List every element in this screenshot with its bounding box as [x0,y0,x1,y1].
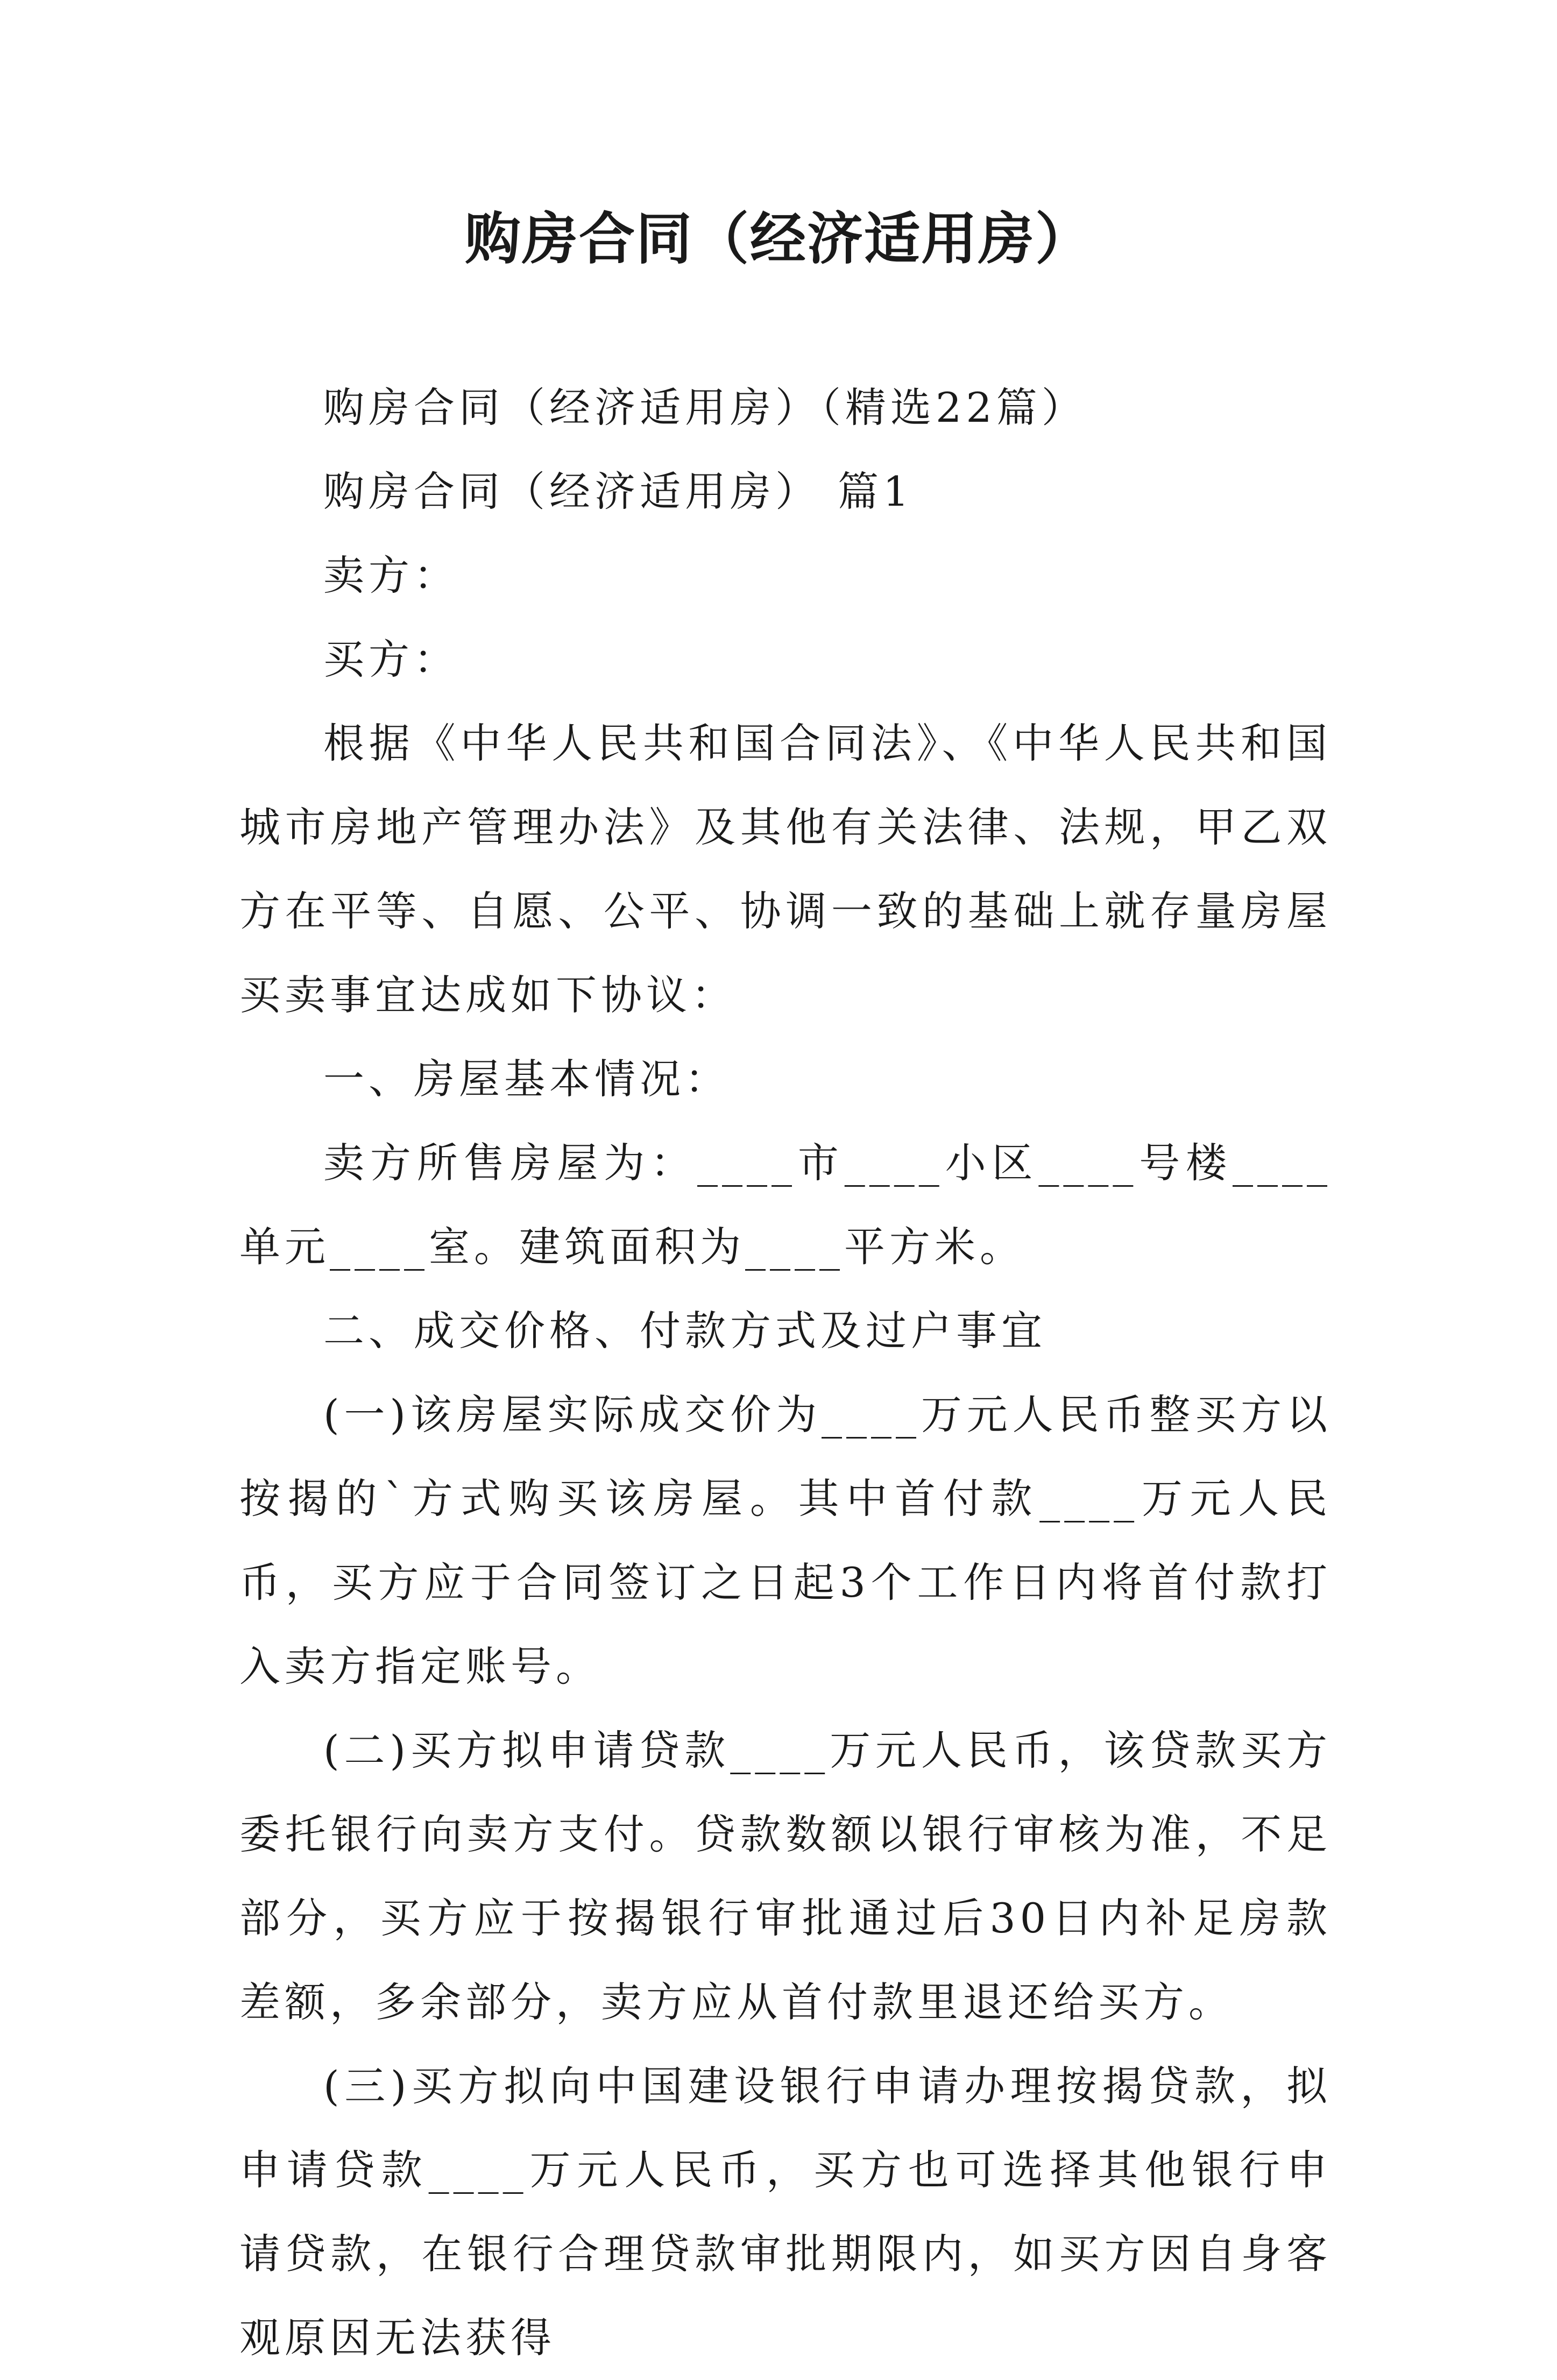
paragraph-heading-2: 二、成交价格、付款方式及过户事宜 [323,1307,1046,1355]
paragraph-clause-3: (三)买方拟向中国建设银行申请办理按揭贷款，拟申请贷款____万元人民币，买方也可选择其他银行申请贷款，在银行合理贷款审批期限内，如买方因自身客观原因无法获得 [239,2062,1332,2362]
paragraph-clause-1: (一)该房屋实际成交价为____万元人民币整买方以按揭的`方式购买该房屋。其中首付款____万元人民币，买方应于合同签订之日起3个工作日内将首付款打入卖方指定账号。 [239,1391,1332,1690]
paragraph-preamble: 根据《中华人民共和国合同法》、《中华人民共和国城市房地产管理办法》及其他有关法律、法规，甲乙双方在平等、自愿、公平、协调一致的基础上就存量房屋买卖事宜达成如下协议： [239,719,1332,1019]
paragraph-heading-1: 一、房屋基本情况： [323,1055,730,1103]
paragraph-section-heading: 购房合同（经济适用房） 篇1 [323,468,914,515]
paragraph-seller: 卖方： [323,551,459,599]
document-body [239,366,1332,2380]
paragraph-subtitle: 购房合同（经济适用房）（精选22篇） [323,384,1087,431]
document-title: 购房合同（经济适用房） [464,206,1092,272]
paragraph-buyer: 买方： [323,635,459,683]
paragraph-clause-2: (二)买方拟申请贷款____万元人民币，该贷款买方委托银行向卖方支付。贷款数额以银行审核为准，不足部分，买方应于按揭银行审批通过后30日内补足房款差额，多余部分，卖方应从首付款里退还给买方。 [239,1726,1332,2026]
paragraph-house-info: 卖方所售房屋为：____市____小区____号楼____单元____室。建筑面积为____平方米。 [239,1139,1332,1271]
